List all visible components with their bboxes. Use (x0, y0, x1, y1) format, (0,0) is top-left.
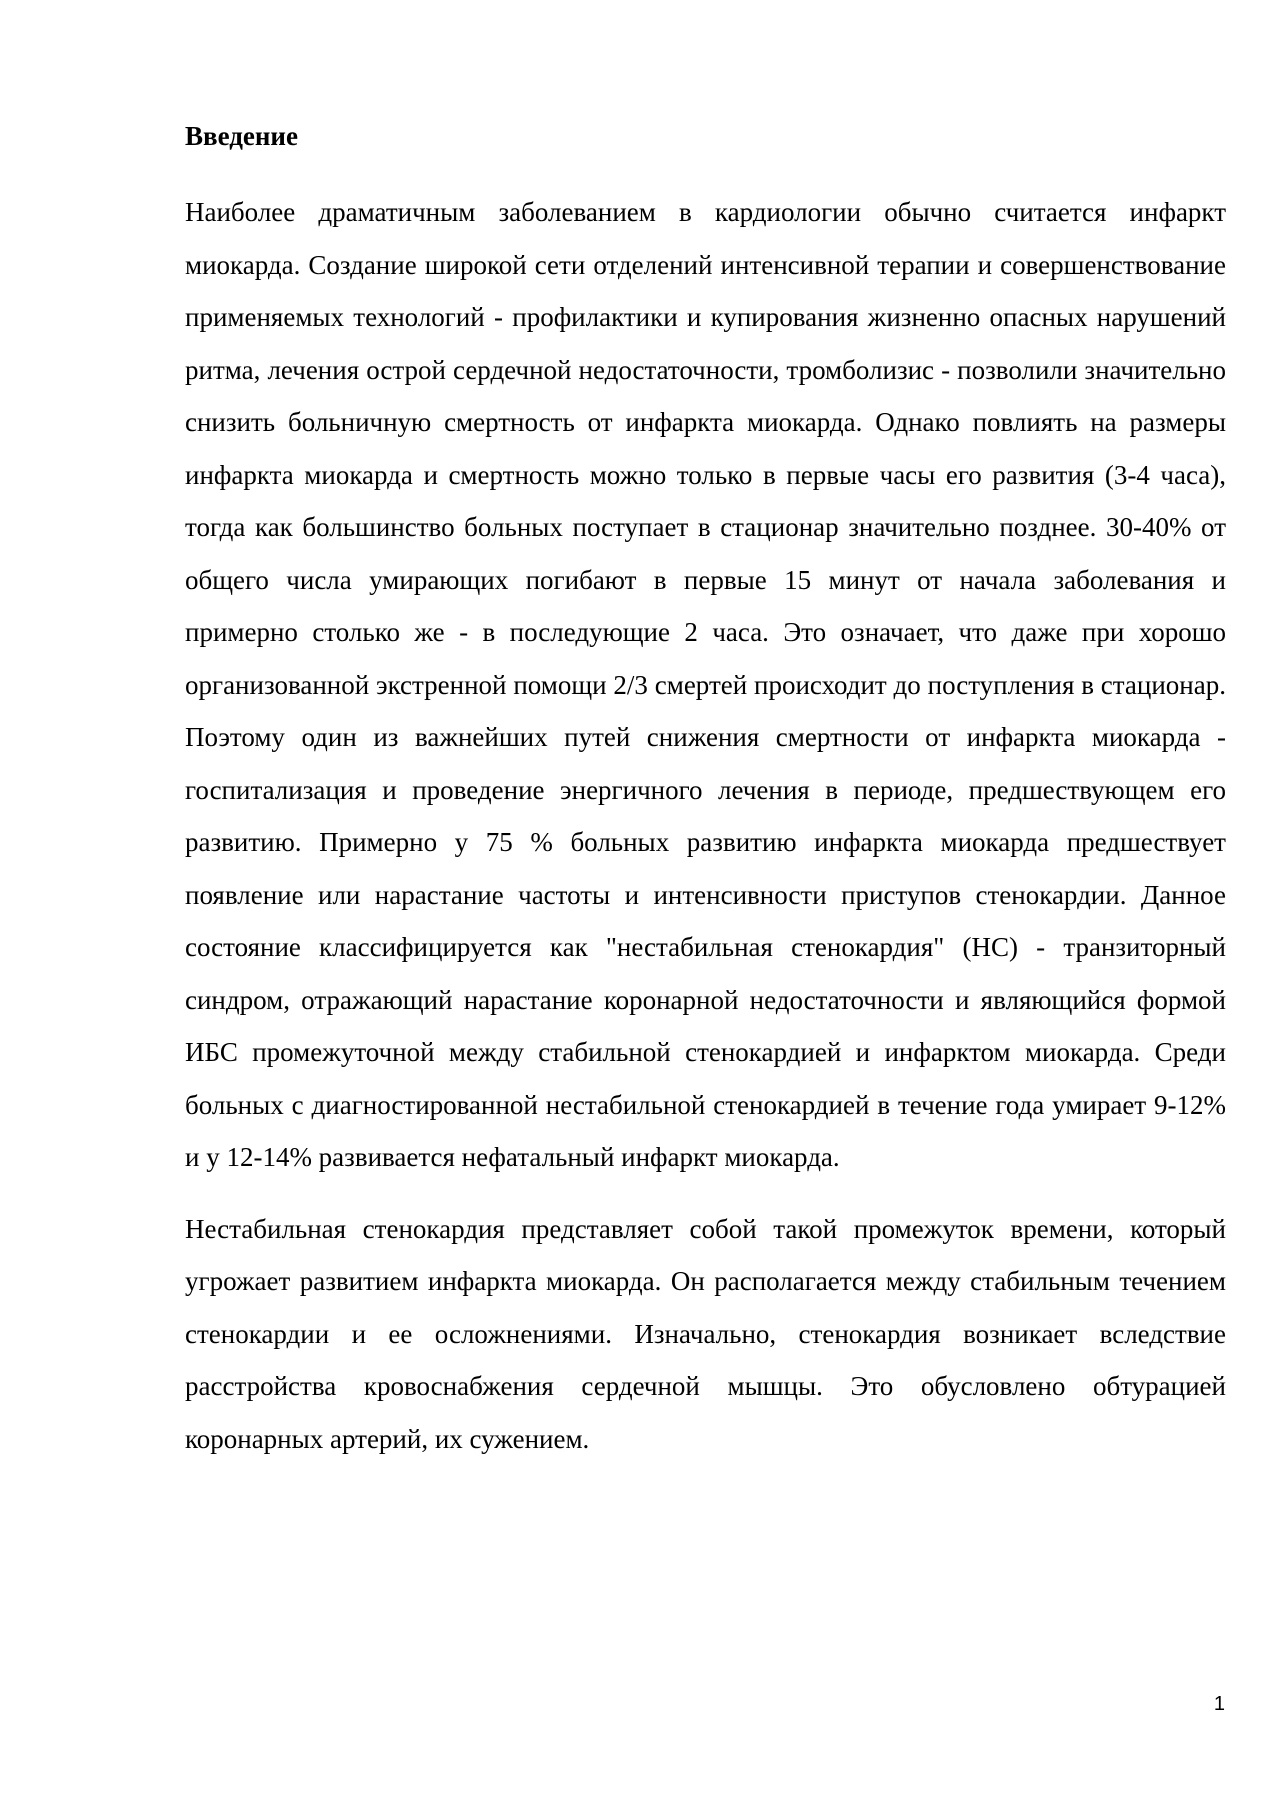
page-number: 1 (1213, 1693, 1225, 1715)
paragraph-2: Нестабильная стенокардия представляет собой такой промежуток времени, который угрожает развитием инфаркта миокарда. Он располагается между стабильным течением стенокардии и ее осложнениями. Изначально, стенокардия возникает вследствие расстройства кровоснабжения сердечной мышцы. Это обусловлено обтурацией коронарных артерий, их сужением. (185, 1213, 1226, 1454)
paragraph-1: Наиболее драматичным заболеванием в кардиологии обычно считается инфаркт миокарда. Создание широкой сети отделений интенсивной терапии и совершенствование применяемых технологий - профилактики и купирования жизненно опасных нарушений ритма, лечения острой сердечной недостаточности, тромболизис - позволили значительно снизить больничную смертность от инфаркта миокарда. Однако повлиять на размеры инфаркта миокарда и смертность можно только в первые часы его развития (3-4 часа), тогда как большинство больных поступает в стационар значительно позднее. 30-40% от общего числа умирающих погибают в первые 15 минут от начала заболевания и примерно столько же - в последующие 2 часа. Это означает, что даже при хорошо организованной экстренной помощи 2/3 смертей происходит до поступления в стационар. Поэтому один из важнейших путей снижения смертности от инфаркта миокарда - госпитализация и проведение энергичного лечения в периоде, предшествующем его развитию. Примерно у 75 % больных развитию инфаркта миокарда предшествует появление или нарастание частоты и интенсивности приступов стенокардии. Данное состояние классифицируется как "нестабильная стенокардия" (НС) - транзиторный синдром, отражающий нарастание коронарной недостаточности и являющийся формой ИБС промежуточной между стабильной стенокардией и инфарктом миокарда. Среди больных с диагностированной нестабильной стенокардией в течение года умирает 9-12% и у 12-14% развивается нефатальный инфаркт миокарда. (185, 197, 1226, 1172)
section-heading: Введение (185, 121, 298, 151)
page-content (185, 120, 1226, 1484)
